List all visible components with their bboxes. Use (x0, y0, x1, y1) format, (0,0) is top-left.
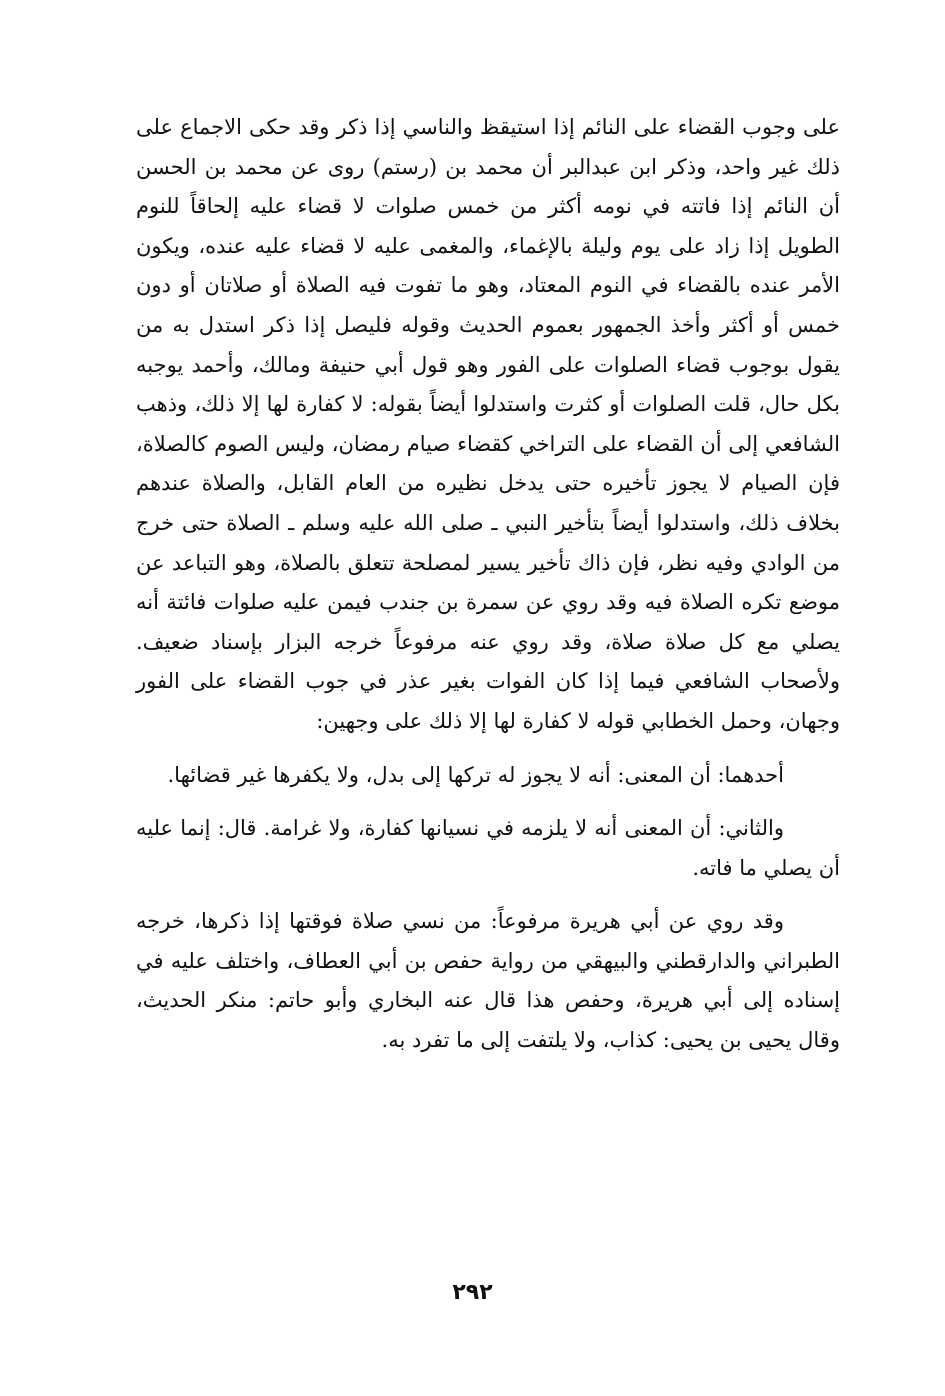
page-body (136, 108, 840, 1061)
paragraph-first-meaning: أحدهما: أن المعنى: أنه لا يجوز له تركها إلى بدل، ولا يكفرها غير قضائها. (167, 762, 784, 787)
paragraph-second-meaning: والثاني: أن المعنى أنه لا يلزمه في نسيانها كفارة، ولا غرامة. قال: إنما عليه أن يصلي ما فاته. (136, 816, 840, 880)
page-number: ٢٩٢ (452, 1280, 493, 1305)
paragraph-main: على وجوب القضاء على النائم إذا استيقظ والناسي إذا ذكر وقد حكى الاجماع على ذلك غير واحد، وذكر ابن عبدالبر أن محمد بن (رستم) روى عن محمد بن الحسن أن النائم إذا فاتته في نومه أكثر من خمس صلوات لا قضاء عليه إلحاقاً للنوم الطويل إذا زاد على يوم وليلة بالإغماء، والمغمى عليه لا قضاء عليه عنده، ويكون الأمر عنده بالقضاء في النوم المعتاد، وهو ما تفوت فيه الصلاة أو صلاتان أو دون خمس أو أكثر وأخذ الجمهور بعموم الحديث وقوله فليصل إذا ذكر استدل به من يقول بوجوب قضاء الصلوات على الفور وهو قول أبي حنيفة ومالك، وأحمد يوجبه بكل حال، قلت الصلوات أو كثرت واستدلوا أيضاً بقوله: لا كفارة لها إلا ذلك، وذهب الشافعي إلى أن القضاء على التراخي كقضاء صيام رمضان، وليس الصوم كالصلاة، فإن الصيام لا يجوز تأخيره حتى يدخل نظيره من العام القابل، والصلاة عندهم بخلاف ذلك، واستدلوا أيضاً بتأخير النبي ـ صلى الله عليه وسلم ـ الصلاة حتى خرج من الوادي وفيه نظر، فإن ذاك تأخير يسير لمصلحة تتعلق بالصلاة، وهو التباعد عن موضع تكره الصلاة فيه وقد روي عن سمرة بن جندب فيمن عليه صلوات فائتة أنه يصلي مع كل صلاة صلاة، وقد روي عنه مرفوعاً خرجه البزار بإسناد ضعيف. ولأصحاب الشافعي فيما إذا كان الفوات بغير عذر في جوب القضاء على الفور وجهان، وحمل الخطابي قوله لا كفارة لها إلا ذلك على وجهين: (136, 115, 840, 733)
paragraph-abu-hurayra: وقد روي عن أبي هريرة مرفوعاً: من نسي صلاة فوقتها إذا ذكرها، خرجه الطبراني والدارقطني والبيهقي من رواية حفص بن أبي العطاف، واختلف عليه في إسناده إلى أبي هريرة، وحفص هذا قال عنه البخاري وأبو حاتم: منكر الحديث، وقال يحيى بن يحيى: كذاب، ولا يلتفت إلى ما تفرد به. (136, 909, 840, 1053)
